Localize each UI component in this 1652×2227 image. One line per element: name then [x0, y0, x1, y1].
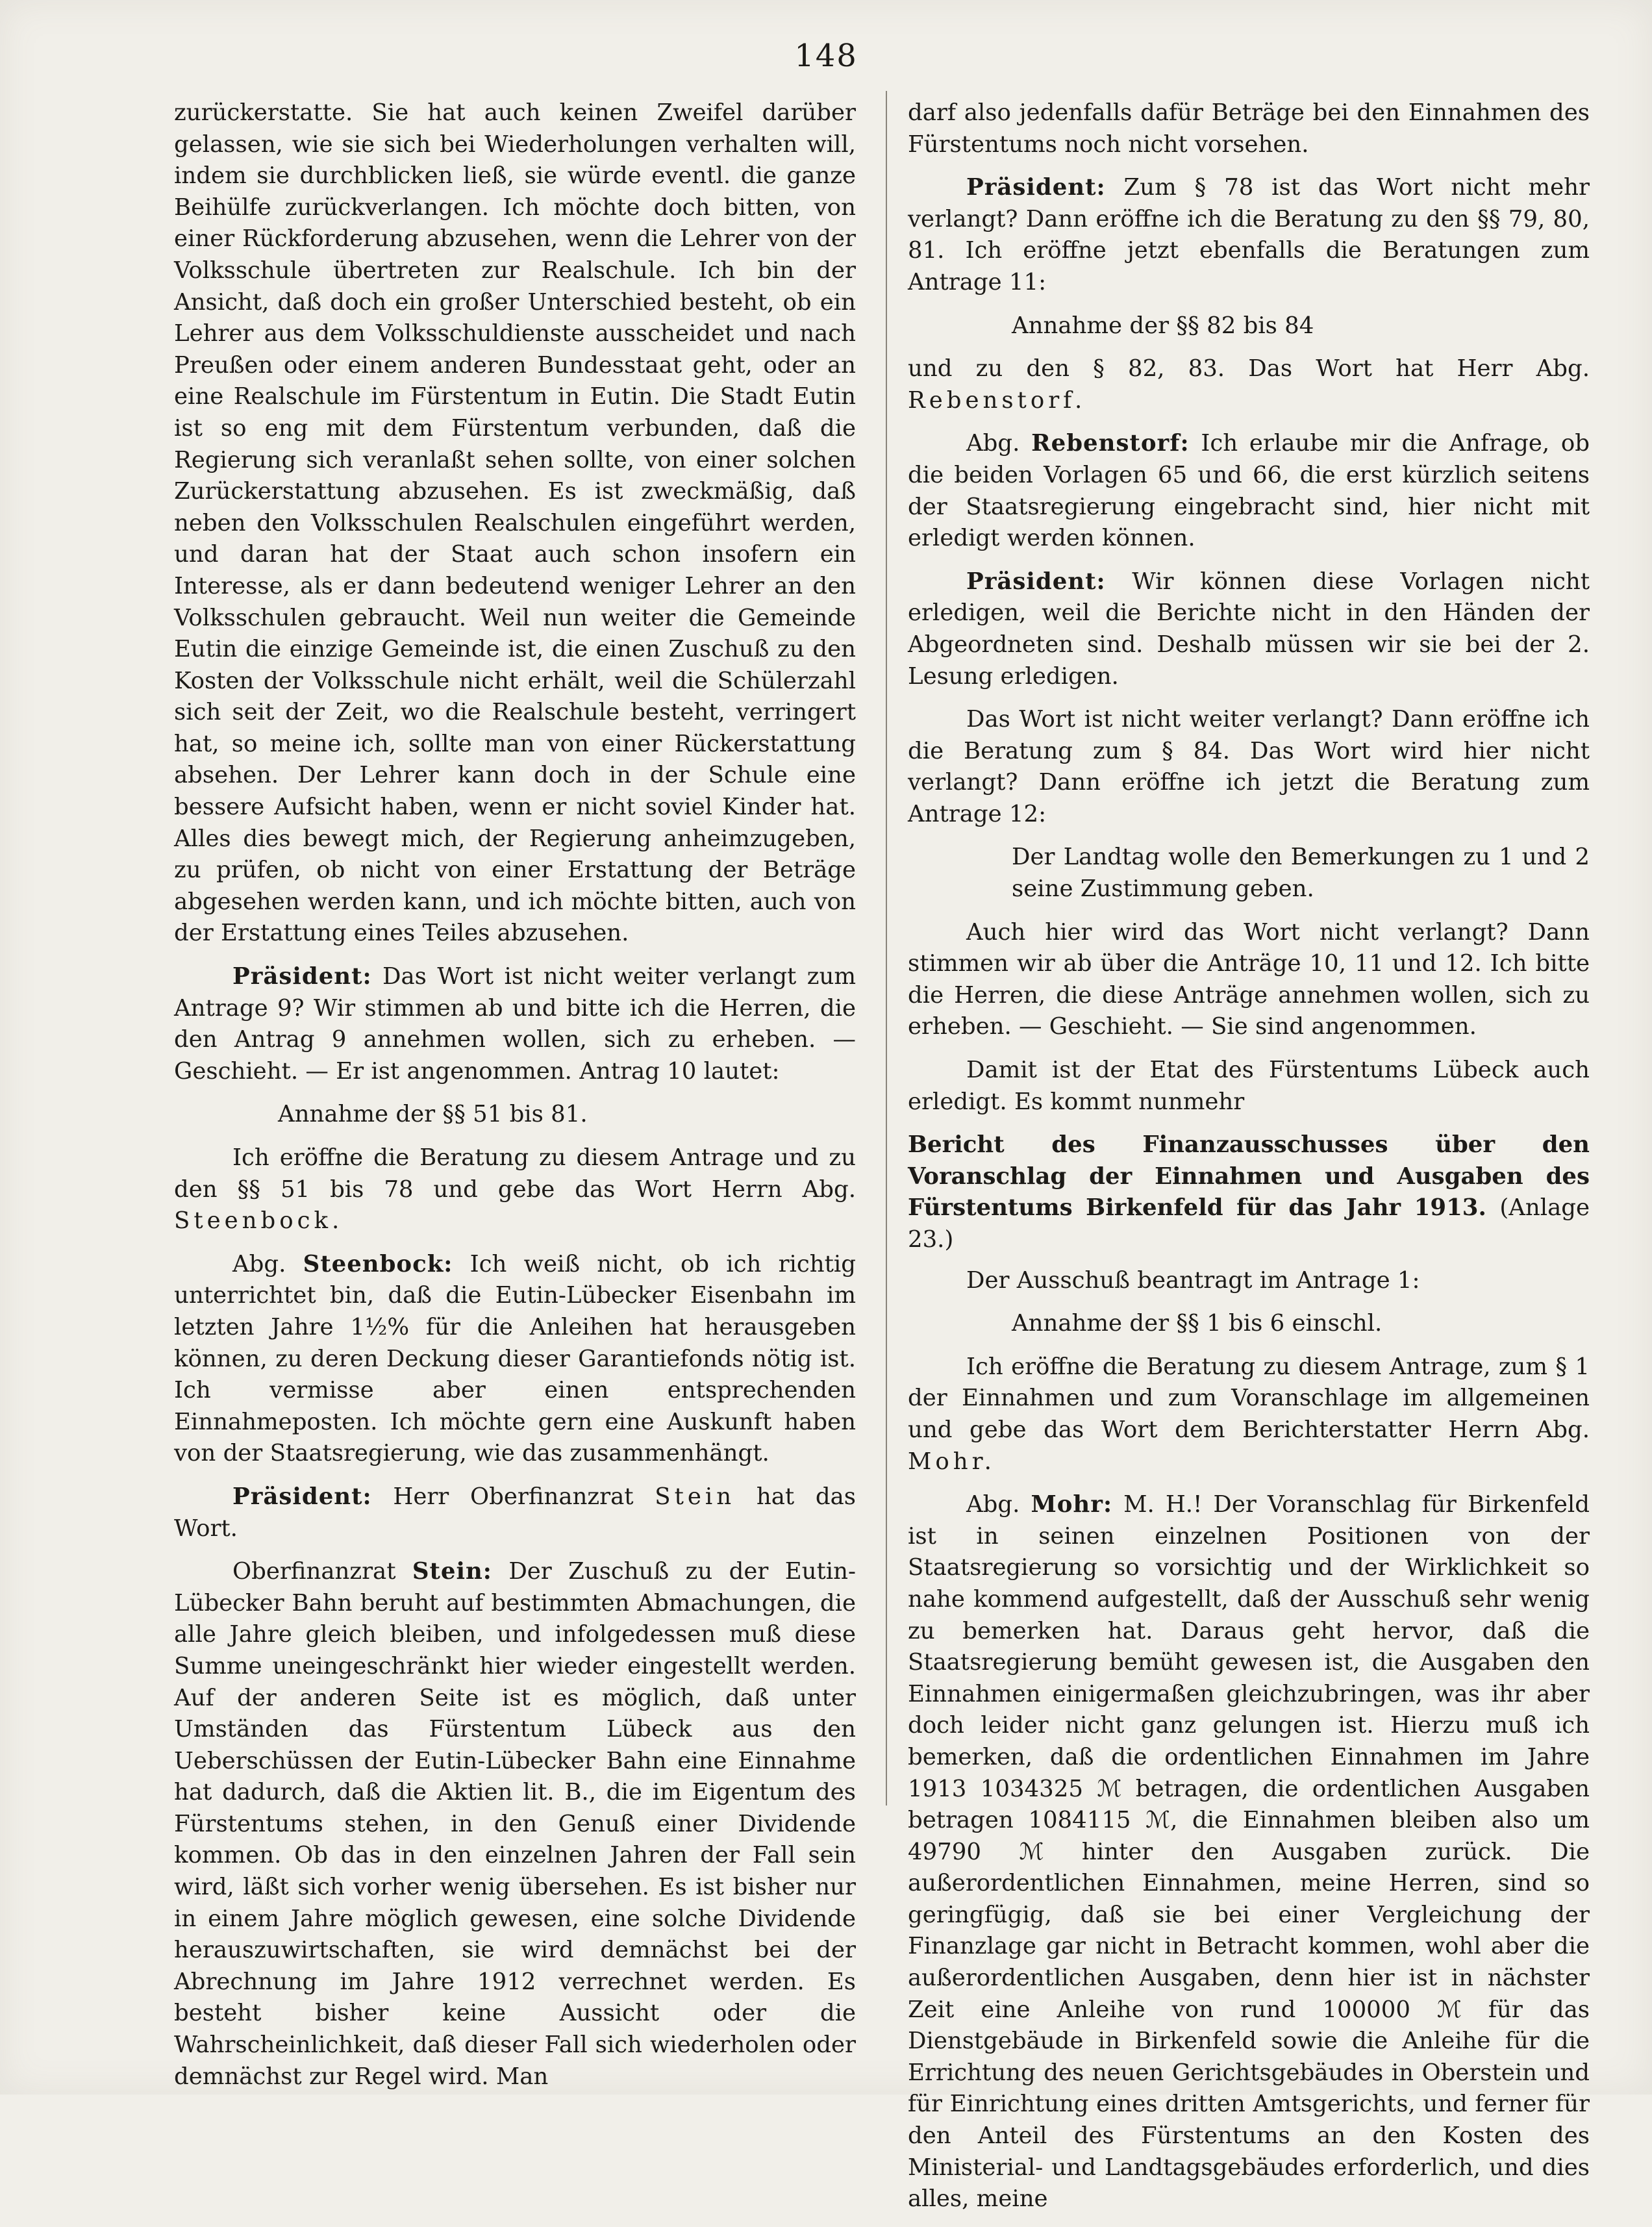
paragraph: Der Ausschuß beantragt im Antrage 1: — [966, 1266, 1420, 1294]
member-name: Mohr. — [908, 1448, 995, 1475]
paragraph — [908, 428, 1590, 554]
speech-text: Ich weiß nicht, ob ich richtig unterrichtet bin, daß die Eutin-Lübecker Eisenbahn im letzten Jahre 1½% für die Anleihen hat herausgeben können, zu deren Deckung dieser Garantiefonds nötig ist. Ich vermisse aber einen entsprechenden Einnahmeposten. Ich möchte gern eine Auskunft haben von der Staatsregierung, wie das zusammenhängt. — [174, 1250, 856, 1467]
speaker-role: Abg. — [232, 1250, 286, 1277]
speaker-label: Rebenstorf: — [1031, 430, 1190, 457]
paragraph: zurückerstatte. Sie hat auch keinen Zweifel darüber gelassen, wie sie sich bei Wiederholungen verhalten will, indem sie durchblicken ließ, sie würde eventl. die ganze Beihülfe zurückverlangen. Ich möchte doch bitten, von einer Rückforderung abzusehen, wenn die Lehrer von der Volksschule übertreten zur Realschule. Ich bin der Ansicht, daß doch ein großer Unterschied besteht, ob ein Lehrer aus dem Volksschuldienste ausscheidet und nach Preußen oder einem anderen Bundesstaat geht, oder an eine Realschule im Fürstentum in Eutin. Die Stadt Eutin ist so eng mit dem Fürstentum verbunden, daß die Regierung sich veranlaßt sehen sollte, von einer solchen Zurückerstattung abzusehen. Es ist zweckmäßig, daß neben den Volksschulen Realschulen eingeführt werden, und daran hat der Staat auch schon insofern ein Interesse, als er dann bedeutend weniger Lehrer an den Volksschulen gebraucht. Weil nun weiter die Gemeinde Eutin die einzige Gemeinde ist, die einen Zuschuß zu den Kosten der Volksschule nicht erhält, weil die Schülerzahl sich seit der Zeit, wo die Realschule besteht, verringert hat, so meine ich, sollte man von einer Rückerstattung absehen. Der Lehrer kann doch in der Schule eine bessere Aufsicht haben, wenn er nicht soviel Kinder hat. Alles dies bewegt mich, der Regierung anheimzugeben, zu prüfen, ob nicht von einer Erstattung der Beträge abgesehen werden kann, und ich möchte bitten, auch von der Erstattung eines Teiles abzusehen. — [174, 99, 856, 947]
right-column — [908, 97, 1590, 2227]
speech-text: Der Zuschuß zu der Eutin-Lübecker Bahn beruht auf bestimmten Abmachungen, die alle Jahre gleich bleiben, und infolgedessen muß diese Summe uneingeschränkt hier wieder eingestellt werden. Auf der anderen Seite ist es möglich, daß unter Umständen das Fürstentum Lübeck aus den Ueberschüssen der Eutin-Lübecker Bahn eine Einnahme hat dadurch, daß die Aktien lit. B., die im Eigentum des Fürstentums stehen, in den Genuß einer Dividende kommen. Ob das in den einzelnen Jahren der Fall sein wird, läßt sich vorher wenig übersehen. Es ist bisher nur in einem Jahre möglich gewesen, eine solche Dividende herauszuwirtschaften, sie wird demnächst bei der Abrechnung im Jahre 1912 verrechnet werden. Es besteht bisher keine Aussicht oder die Wahrscheinlichkeit, daß dieser Fall sich wiederholen oder demnächst zur Regel wird. Man — [174, 1558, 856, 2090]
speaker-label: Präsident: — [232, 1483, 372, 1510]
speaker-label: Präsident: — [232, 963, 372, 990]
paragraph — [174, 1481, 856, 1544]
speech-text: hat das Wort. — [174, 1483, 856, 1542]
paragraph: Das Wort ist nicht weiter verlangt? Dann eröffne ich die Beratung zum § 84. Das Wort wird hier nicht verlangt? Dann eröffne ich jetzt die Beratung zum Antrage 12: — [908, 706, 1590, 827]
section-heading — [908, 1129, 1590, 1255]
paragraph: Auch hier wird das Wort nicht verlangt? Dann stimmen wir ab über die Anträge 10, 11 und 12. Ich bitte die Herren, die diese Anträge annehmen wollen, sich zu erheben. — Geschieht. — Sie sind angenommen. — [908, 918, 1590, 1040]
member-name: Stein — [655, 1483, 736, 1510]
paragraph — [908, 1352, 1590, 1478]
motion-quote: Annahme der §§ 1 bis 6 einschl. — [1012, 1310, 1383, 1337]
motion-quote: Annahme der §§ 51 bis 81. — [278, 1101, 588, 1128]
speech-text: Ich eröffne die Beratung zu diesem Antrage, zum § 1 der Einnahmen und zum Voranschlage im allgemeinen und gebe das Wort dem Berichterstatter Herrn Abg. — [908, 1353, 1590, 1443]
speech-text: Herr Oberfinanzrat — [393, 1483, 634, 1510]
speech-text: und zu den § 82, 83. Das Wort hat Herr Abg. — [908, 355, 1590, 383]
heading-text: Bericht des Finanzausschusses über den Voranschlag der Einnahmen und Ausgaben des Fürstentums Birkenfeld für das Jahr 1913. — [908, 1131, 1590, 1222]
motion-quote: Annahme der §§ 82 bis 84 — [1012, 312, 1314, 339]
paragraph — [174, 1556, 856, 2093]
speech-text: Wir können diese Vorlagen nicht erledigen, weil die Berichte nicht in den Händen der Abgeordneten sind. Deshalb müssen wir sie bei der 2. Lesung erledigen. — [908, 568, 1590, 690]
speaker-label: Präsident: — [966, 568, 1106, 595]
speech-text: Ich eröffne die Beratung zu diesem Antrage und zu den §§ 51 bis 78 und gebe das Wort Herrn Abg. — [174, 1144, 856, 1203]
paragraph — [908, 353, 1590, 416]
speech-text: Zum § 78 ist das Wort nicht mehr verlangt? Dann eröffne ich die Beratung zu den §§ 79, 80, 81. Ich eröffne jetzt ebenfalls die Beratungen zum Antrage 11: — [908, 174, 1590, 296]
speaker-label: Stein: — [412, 1558, 492, 1585]
member-name: Rebenstorf. — [908, 386, 1086, 414]
speaker-role: Oberfinanzrat — [232, 1558, 396, 1585]
speech-text: Ich erlaube mir die Anfrage, ob die beiden Vorlagen 65 und 66, die erst kürzlich seitens der Staatsregierung eingebracht sind, hier nicht mit erledigt werden können. — [908, 430, 1590, 552]
heading-note: (Anlage 23.) — [908, 1194, 1590, 1253]
speaker-role: Abg. — [966, 1491, 1020, 1518]
column-divider — [886, 91, 887, 1806]
paragraph: darf also jedenfalls dafür Beträge bei den Einnahmen des Fürstentums noch nicht vorsehen. — [908, 99, 1590, 158]
paragraph — [908, 566, 1590, 692]
paragraph: Damit ist der Etat des Fürstentums Lübeck auch erledigt. Es kommt nunmehr — [908, 1057, 1590, 1115]
motion-quote: Der Landtag wolle den Bemerkungen zu 1 und 2 seine Zustimmung geben. — [1012, 844, 1590, 903]
paragraph — [908, 172, 1590, 298]
page-number: 148 — [794, 38, 858, 74]
speech-text: Das Wort ist nicht weiter verlangt zum Antrage 9? Wir stimmen ab und bitte ich die Herren, die den Antrag 9 annehmen wollen, sich zu erheben. — Geschieht. — Er ist angenommen. Antrag 10 lautet: — [174, 963, 856, 1085]
speaker-label: Präsident: — [966, 174, 1106, 201]
left-column — [174, 97, 856, 2104]
paragraph — [174, 1142, 856, 1237]
paragraph — [174, 961, 856, 1087]
speaker-label: Mohr: — [1031, 1491, 1113, 1518]
paragraph — [174, 1249, 856, 1470]
member-name: Steenbock. — [174, 1207, 344, 1235]
paragraph — [908, 1489, 1590, 2215]
speaker-label: Steenbock: — [303, 1250, 453, 1277]
speaker-role: Abg. — [966, 430, 1020, 457]
speech-text: M. H.! Der Voranschlag für Birkenfeld ist in seinen einzelnen Positionen von der Staatsregierung so vorsichtig und der Wirklichkeit so nahe kommend aufgestellt, daß der Ausschuß sehr wenig zu bemerken hat. Daraus geht hervor, daß die Staatsregierung bemüht gewesen ist, die Ausgaben den Einnahmen einigermaßen gleichzubringen, was ihr aber doch leider nicht ganz gelungen ist. Hierzu muß ich bemerken, daß die ordentlichen Einnahmen im Jahre 1913 1034325 ℳ betragen, die ordentlichen Ausgaben betragen 1084115 ℳ, die Einnahmen bleiben also um 49790 ℳ hinter den Ausgaben zurück. Die außerordentlichen Einnahmen, meine Herren, sind so geringfügig, daß sie bei einer Vergleichung der Finanzlage gar nicht in Betracht kommen, wohl aber die außerordentlichen Ausgaben, denn hier ist in nächster Zeit eine Anleihe von rund 100000 ℳ für das Dienstgebäude in Birkenfeld sowie die Anleihe für die Errichtung des neuen Gerichtsgebäudes in Oberstein und für Einrichtung eines dritten Amtsgerichts, und ferner für den Anteil des Fürstentums an den Kosten des Ministerial- und Landtagsgebäudes erforderlich, und dies alles, meine — [908, 1491, 1590, 2213]
